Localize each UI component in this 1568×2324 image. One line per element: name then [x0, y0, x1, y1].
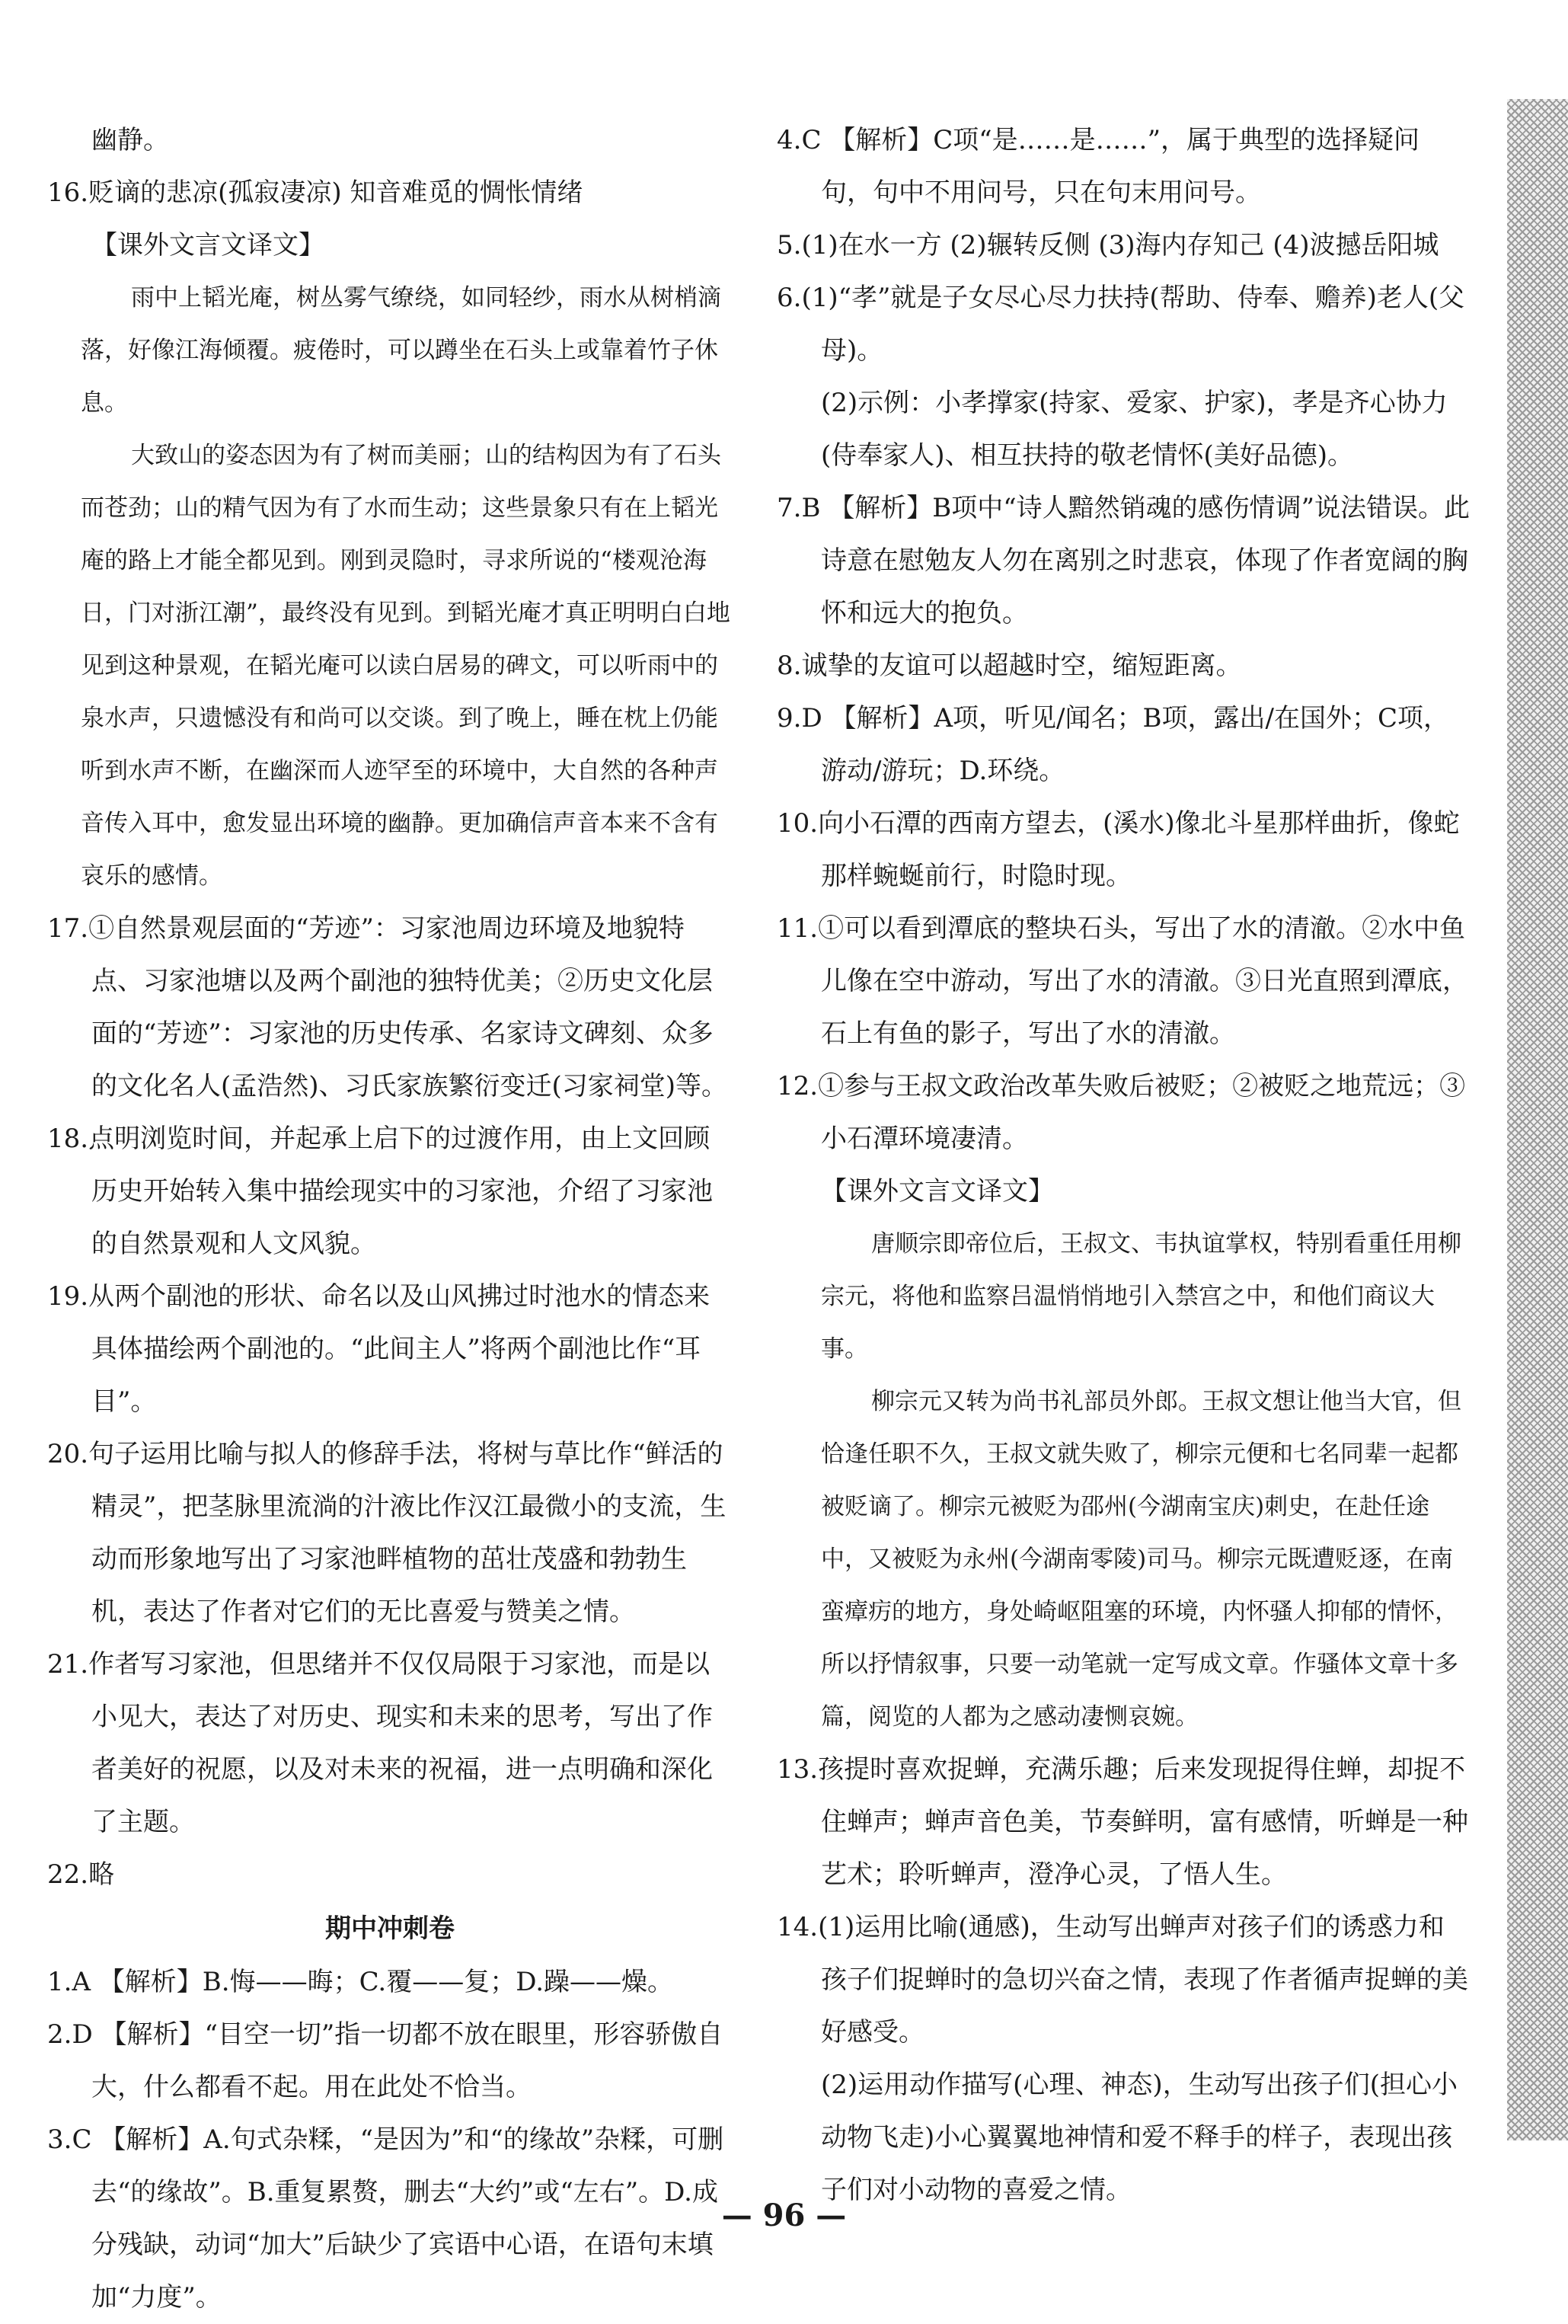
- answer-13: 13.孩提时喜欢捉蝉，充满乐趣；后来发现捉得住蝉，却捉不住蝉声；蝉声音色美，节奏鲜明，富有感情，听蝉是一种艺术；聆听蝉声，澄净心灵，了悟人生。: [777, 1754, 1468, 1890]
- answer-19: 19.从两个副池的形状、命名以及山风拂过时池水的情态来具体描绘两个副池的。“此间主人”将两个副池比作“耳目”。: [47, 1281, 711, 1417]
- translation-paragraph-2: 大致山的姿态因为有了树而美丽；山的结构因为有了石头而苍劲；山的精气因为有了水而生动；这些景象只有在上韬光庵的路上才能全都见到。刚到灵隐时，寻求所说的“楼观沧海日，门对浙江潮”，最终没有见到。到韬光庵才真正明明白白地见到这种景观，在韬光庵可以读白居易的碑文，可以听雨中的泉水声，只遗憾没有和尚可以交谈。到了晚上，睡在枕上仍能听到水声不断，在幽深而人迹罕至的环境中，大自然的各种声音传入耳中，愈发显出环境的幽静。更加确信声音本来不含有哀乐的感情。: [81, 442, 730, 890]
- answer-22: 22.略: [47, 1859, 115, 1890]
- answer-6-2: (2)示例：小孝撑家(持家、爱家、护家)，孝是齐心协力(侍奉家人)、相互扶持的敬老情怀(美好品德)。: [821, 388, 1448, 471]
- answer-7: 7.B 【解析】B项中“诗人黯然销魂的感伤情调”说法错误。此诗意在慰勉友人勿在离别之时悲哀，体现了作者宽阔的胸怀和远大的抱负。: [777, 493, 1470, 628]
- answer-continuation: 幽静。: [91, 125, 169, 155]
- page-number: — 96 —: [721, 2198, 847, 2233]
- answer-17: 17.①自然景观层面的“芳迹”：习家池周边环境及地貌特点、习家池塘以及两个副池的独特优美；②历史文化层面的“芳迹”：习家池的历史传承、名家诗文碑刻、众多的文化名人(孟浩然)、习氏家族繁衍变迁(习家祠堂)等。: [47, 913, 728, 1101]
- answer-5: 5.(1)在水一方 (2)辗转反侧 (3)海内存知己 (4)波撼岳阳城: [777, 230, 1439, 261]
- answer-21: 21.作者写习家池，但思绪并不仅仅局限于习家池，而是以小见大，表达了对历史、现实和未来的思考，写出了作者美好的祝愿，以及对未来的祝福，进一点明确和深化了主题。: [47, 1649, 713, 1837]
- answer-2: 2.D 【解析】“目空一切”指一切都不放在眼里，形容骄傲自大，什么都看不起。用在此处不恰当。: [47, 2019, 723, 2102]
- answer-9: 9.D 【解析】A项，听见/闻名；B项，露出/在国外；C项，游动/游玩；D.环绕。: [777, 703, 1449, 786]
- answer-14-2: (2)运用动作描写(心理、神态)，生动写出孩子们(担心小动物飞走)小心翼翼地神情和爱不释手的样子，表现出孩子们对小动物的喜爱之情。: [821, 2070, 1458, 2205]
- translation-heading-2: 【课外文言文译文】: [821, 1176, 1054, 1207]
- left-column: [47, 114, 733, 2324]
- answer-4: 4.C 【解析】C项“是……是……”，属于典型的选择疑问句，句中不用问号，只在句末用问号。: [777, 125, 1420, 208]
- answer-12: 12.①参与王叔文政治改革失败后被贬；②被贬之地荒远；③小石潭环境凄清。: [777, 1071, 1466, 1154]
- answer-10: 10.向小石潭的西南方望去，(溪水)像北斗星那样曲折，像蛇那样蜿蜒前行，时隐时现。: [777, 808, 1460, 891]
- answer-16: 16.贬谪的悲凉(孤寂凄凉) 知音难觅的惆怅情绪: [47, 177, 583, 208]
- translation-paragraph-1: 雨中上韬光庵，树丛雾气缭绕，如同轻纱，雨水从树梢滴落，好像江海倾覆。疲倦时，可以蹲坐在石头上或靠着竹子休息。: [81, 284, 721, 417]
- translation-heading: 【课外文言文译文】: [91, 230, 324, 261]
- answer-1: 1.A 【解析】B.悔——晦；C.覆——复；D.躁——燥。: [47, 1967, 674, 1997]
- answer-8: 8.诚挚的友谊可以超越时空，缩短距离。: [777, 651, 1242, 681]
- answer-6-1: 6.(1)“孝”就是子女尽心尽力扶持(帮助、侍奉、赡养)老人(父母)。: [777, 283, 1465, 366]
- answer-11: 11.①可以看到潭底的整块石头，写出了水的清澈。②水中鱼儿像在空中游动，写出了水的清澈。③日光直照到潭底，石上有鱼的影子，写出了水的清澈。: [777, 913, 1468, 1049]
- right-column: [777, 114, 1470, 2217]
- decorative-side-strip: [1507, 99, 1568, 2140]
- answer-14-1: 14.(1)运用比喻(通感)，生动写出蝉声对孩子们的诱惑力和孩子们捉蝉时的急切兴奋之情，表现了作者循声捉蝉的美好感受。: [777, 1912, 1468, 2047]
- answer-3: 3.C 【解析】A.句式杂糅，“是因为”和“的缘故”杂糅，可删去“的缘故”。B.重复累赘，删去“大约”或“左右”。D.成分残缺，动词“加大”后缺少了宾语中心语，在语句末填加“力度”。: [47, 2124, 724, 2313]
- answer-20: 20.句子运用比喻与拟人的修辞手法，将树与草比作“鲜活的精灵”，把茎脉里流淌的汁液比作汉江最微小的支流，生动而形象地写出了习家池畔植物的茁壮茂盛和勃勃生机，表达了作者对它们的无比喜爱与赞美之情。: [47, 1439, 727, 1627]
- translation-paragraph-3: 唐顺宗即帝位后，王叔文、韦执谊掌权，特别看重任用柳宗元，将他和监察吕温悄悄地引入禁宫之中，和他们商议大事。: [821, 1230, 1461, 1363]
- section-title: 期中冲刺卷: [325, 1913, 455, 1944]
- answer-18: 18.点明浏览时间，并起承上启下的过渡作用，由上文回顾历史开始转入集中描绘现实中的习家池，介绍了习家池的自然景观和人文风貌。: [47, 1124, 713, 1259]
- translation-paragraph-4: 柳宗元又转为尚书礼部员外郎。王叔文想让他当大官，但恰逢任职不久，王叔文就失败了，柳宗元便和七名同辈一起都被贬谪了。柳宗元被贬为邵州(今湖南宝庆)刺史，在赴任途中，又被贬为永州(今湖南零陵)司马。柳宗元既遭贬逐，在南蛮瘴疠的地方，身处崎岖阻塞的环境，内怀骚人抑郁的情怀，所以抒情叙事，只要一动笔就一定写成文章。作骚体文章十多篇，阅览的人都为之感动凄恻哀婉。: [821, 1388, 1461, 1731]
